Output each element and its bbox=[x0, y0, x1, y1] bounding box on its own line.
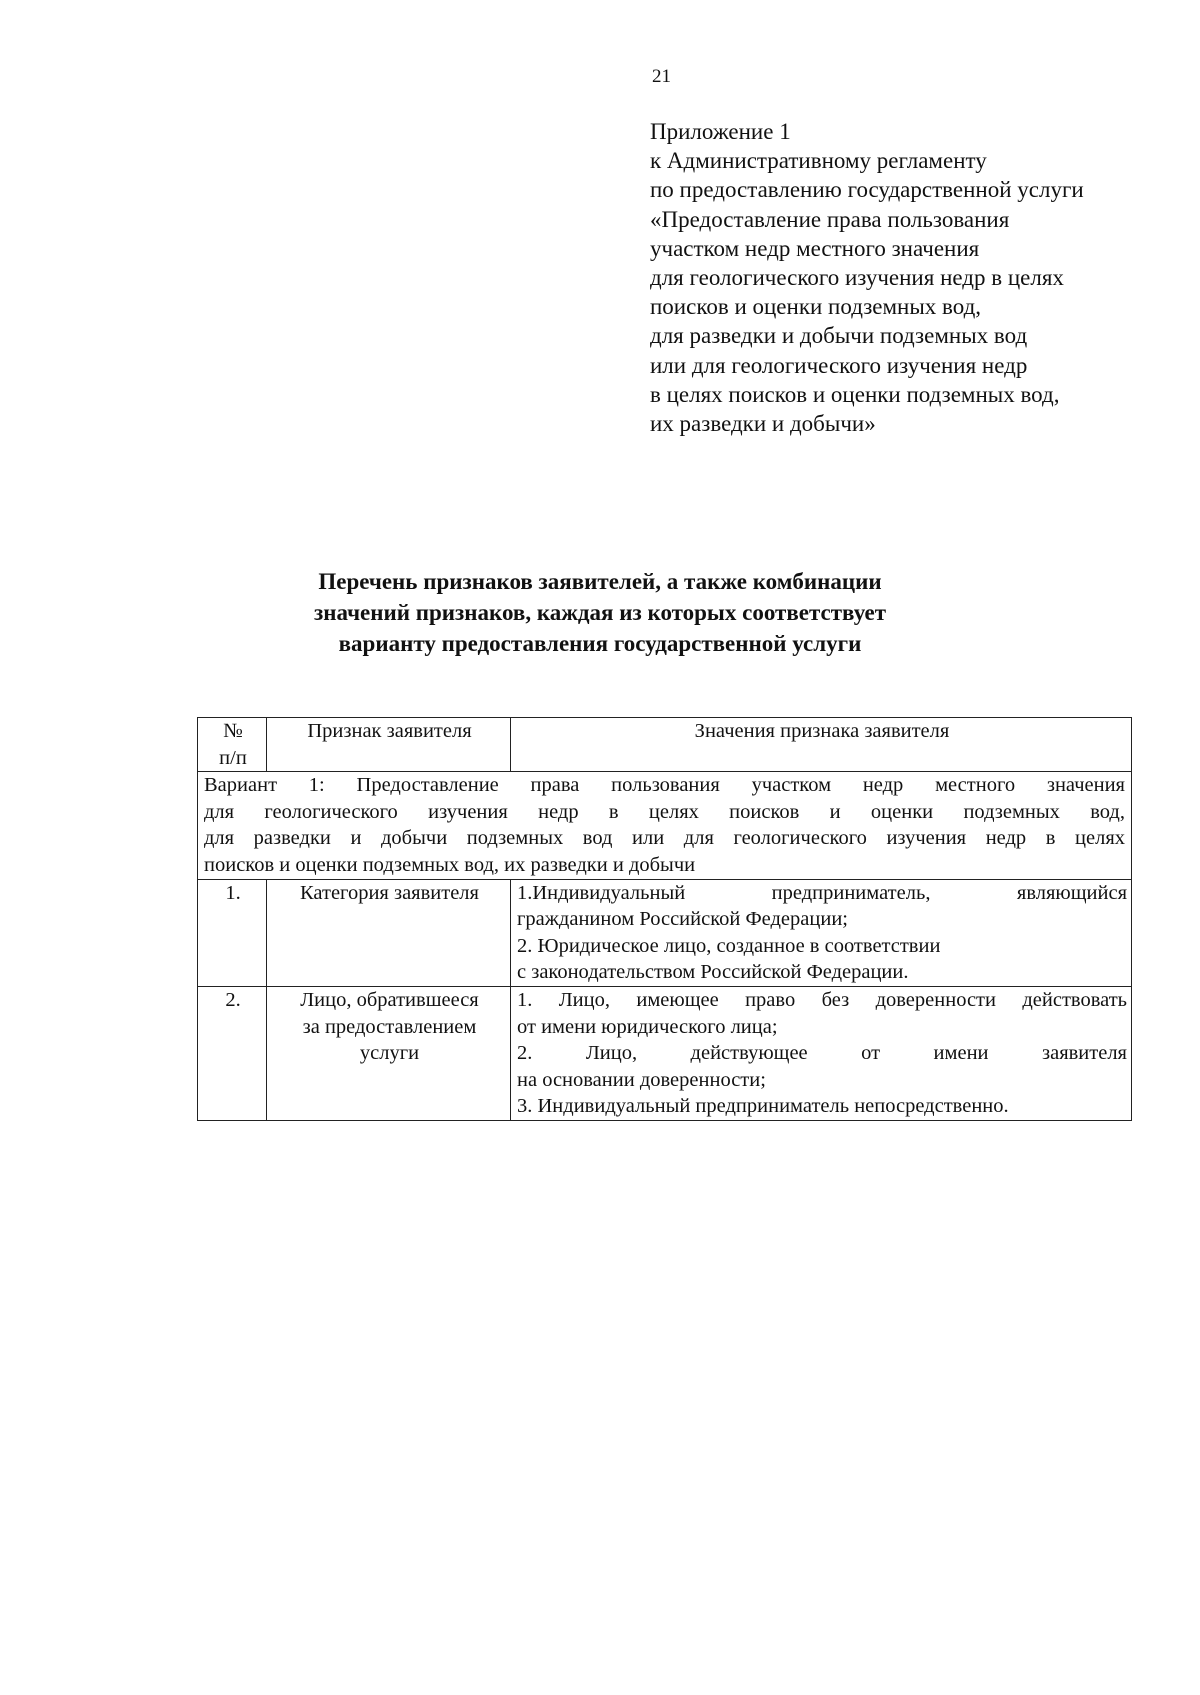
row-number: 1. bbox=[198, 879, 267, 986]
table-header-row bbox=[198, 718, 1132, 772]
appendix-line: участком недр местного значения bbox=[650, 235, 980, 261]
variant-cell bbox=[198, 772, 1132, 879]
table-row bbox=[198, 986, 1132, 1120]
value-line: от имени юридического лица; bbox=[517, 1015, 778, 1038]
appendix-line: по предоставлению государственной услуги bbox=[650, 177, 1084, 203]
appendix-line: в целях поисков и оценки подземных вод, bbox=[650, 381, 1060, 407]
header-attribute: Признак заявителя bbox=[267, 718, 511, 772]
variant-line: для разведки и добычи подземных вод или для геологического изучения недр в целях bbox=[204, 827, 1125, 850]
attribute-line: услуги bbox=[359, 1042, 420, 1065]
header-number-symbol: № bbox=[223, 720, 243, 742]
appendix-line: их разведки и добычи» bbox=[650, 411, 876, 437]
appendix-line: или для геологического изучения недр bbox=[650, 352, 1028, 378]
row-values bbox=[511, 986, 1132, 1120]
variant-line: поисков и оценки подземных вод, их разведки и добычи bbox=[204, 853, 696, 876]
value-line: 2. Юридическое лицо, созданное в соответствии bbox=[517, 934, 941, 957]
row-attribute: Категория заявителя bbox=[267, 879, 511, 986]
value-line: с законодательством Российской Федерации. bbox=[517, 961, 909, 984]
value-line: на основании доверенности; bbox=[517, 1068, 766, 1091]
value-line: 3. Индивидуальный предприниматель непосредственно. bbox=[517, 1095, 1009, 1118]
table-row bbox=[198, 879, 1132, 986]
variant-row bbox=[198, 772, 1132, 879]
title-line: Перечень признаков заявителей, а также комбинации bbox=[318, 569, 882, 594]
appendix-line: «Предоставление права пользования bbox=[650, 206, 1010, 232]
appendix-line: поисков и оценки подземных вод, bbox=[650, 294, 982, 320]
attribute-line: Лицо, обратившееся bbox=[300, 988, 479, 1011]
attribute-line: за предоставлением bbox=[302, 1015, 477, 1038]
appendix-line: для разведки и добычи подземных вод bbox=[650, 323, 1028, 349]
appendix-line: к Административному регламенту bbox=[650, 148, 987, 174]
row-number: 2. bbox=[198, 986, 267, 1120]
appendix-line: для геологического изучения недр в целях bbox=[650, 265, 1064, 291]
appendix-line: Приложение 1 bbox=[650, 119, 791, 144]
row-values bbox=[511, 879, 1132, 986]
title-line: значений признаков, каждая из которых соответствует bbox=[314, 600, 886, 625]
value-line: 1. Лицо, имеющее право без доверенности действовать bbox=[517, 988, 1127, 1011]
row-attribute bbox=[267, 986, 511, 1120]
variant-line: Вариант 1: Предоставление права пользования участком недр местного значения bbox=[204, 774, 1125, 797]
header-number-abbr: п/п bbox=[219, 746, 247, 769]
header-values: Значения признака заявителя bbox=[511, 718, 1132, 772]
page-number: 21 bbox=[652, 66, 671, 87]
value-line: 1.Индивидуальный предприниматель, являющийся bbox=[517, 881, 1127, 904]
header-number bbox=[198, 718, 267, 772]
document-title bbox=[180, 566, 1020, 659]
value-line: гражданином Российской Федерации; bbox=[517, 908, 848, 931]
title-line: варианту предоставления государственной услуги bbox=[338, 631, 862, 656]
applicant-criteria-table bbox=[197, 717, 1132, 1121]
appendix-heading bbox=[650, 117, 1170, 438]
value-line: 2. Лицо, действующее от имени заявителя bbox=[517, 1042, 1127, 1065]
variant-line: для геологического изучения недр в целях поисков и оценки подземных вод, bbox=[204, 800, 1125, 823]
